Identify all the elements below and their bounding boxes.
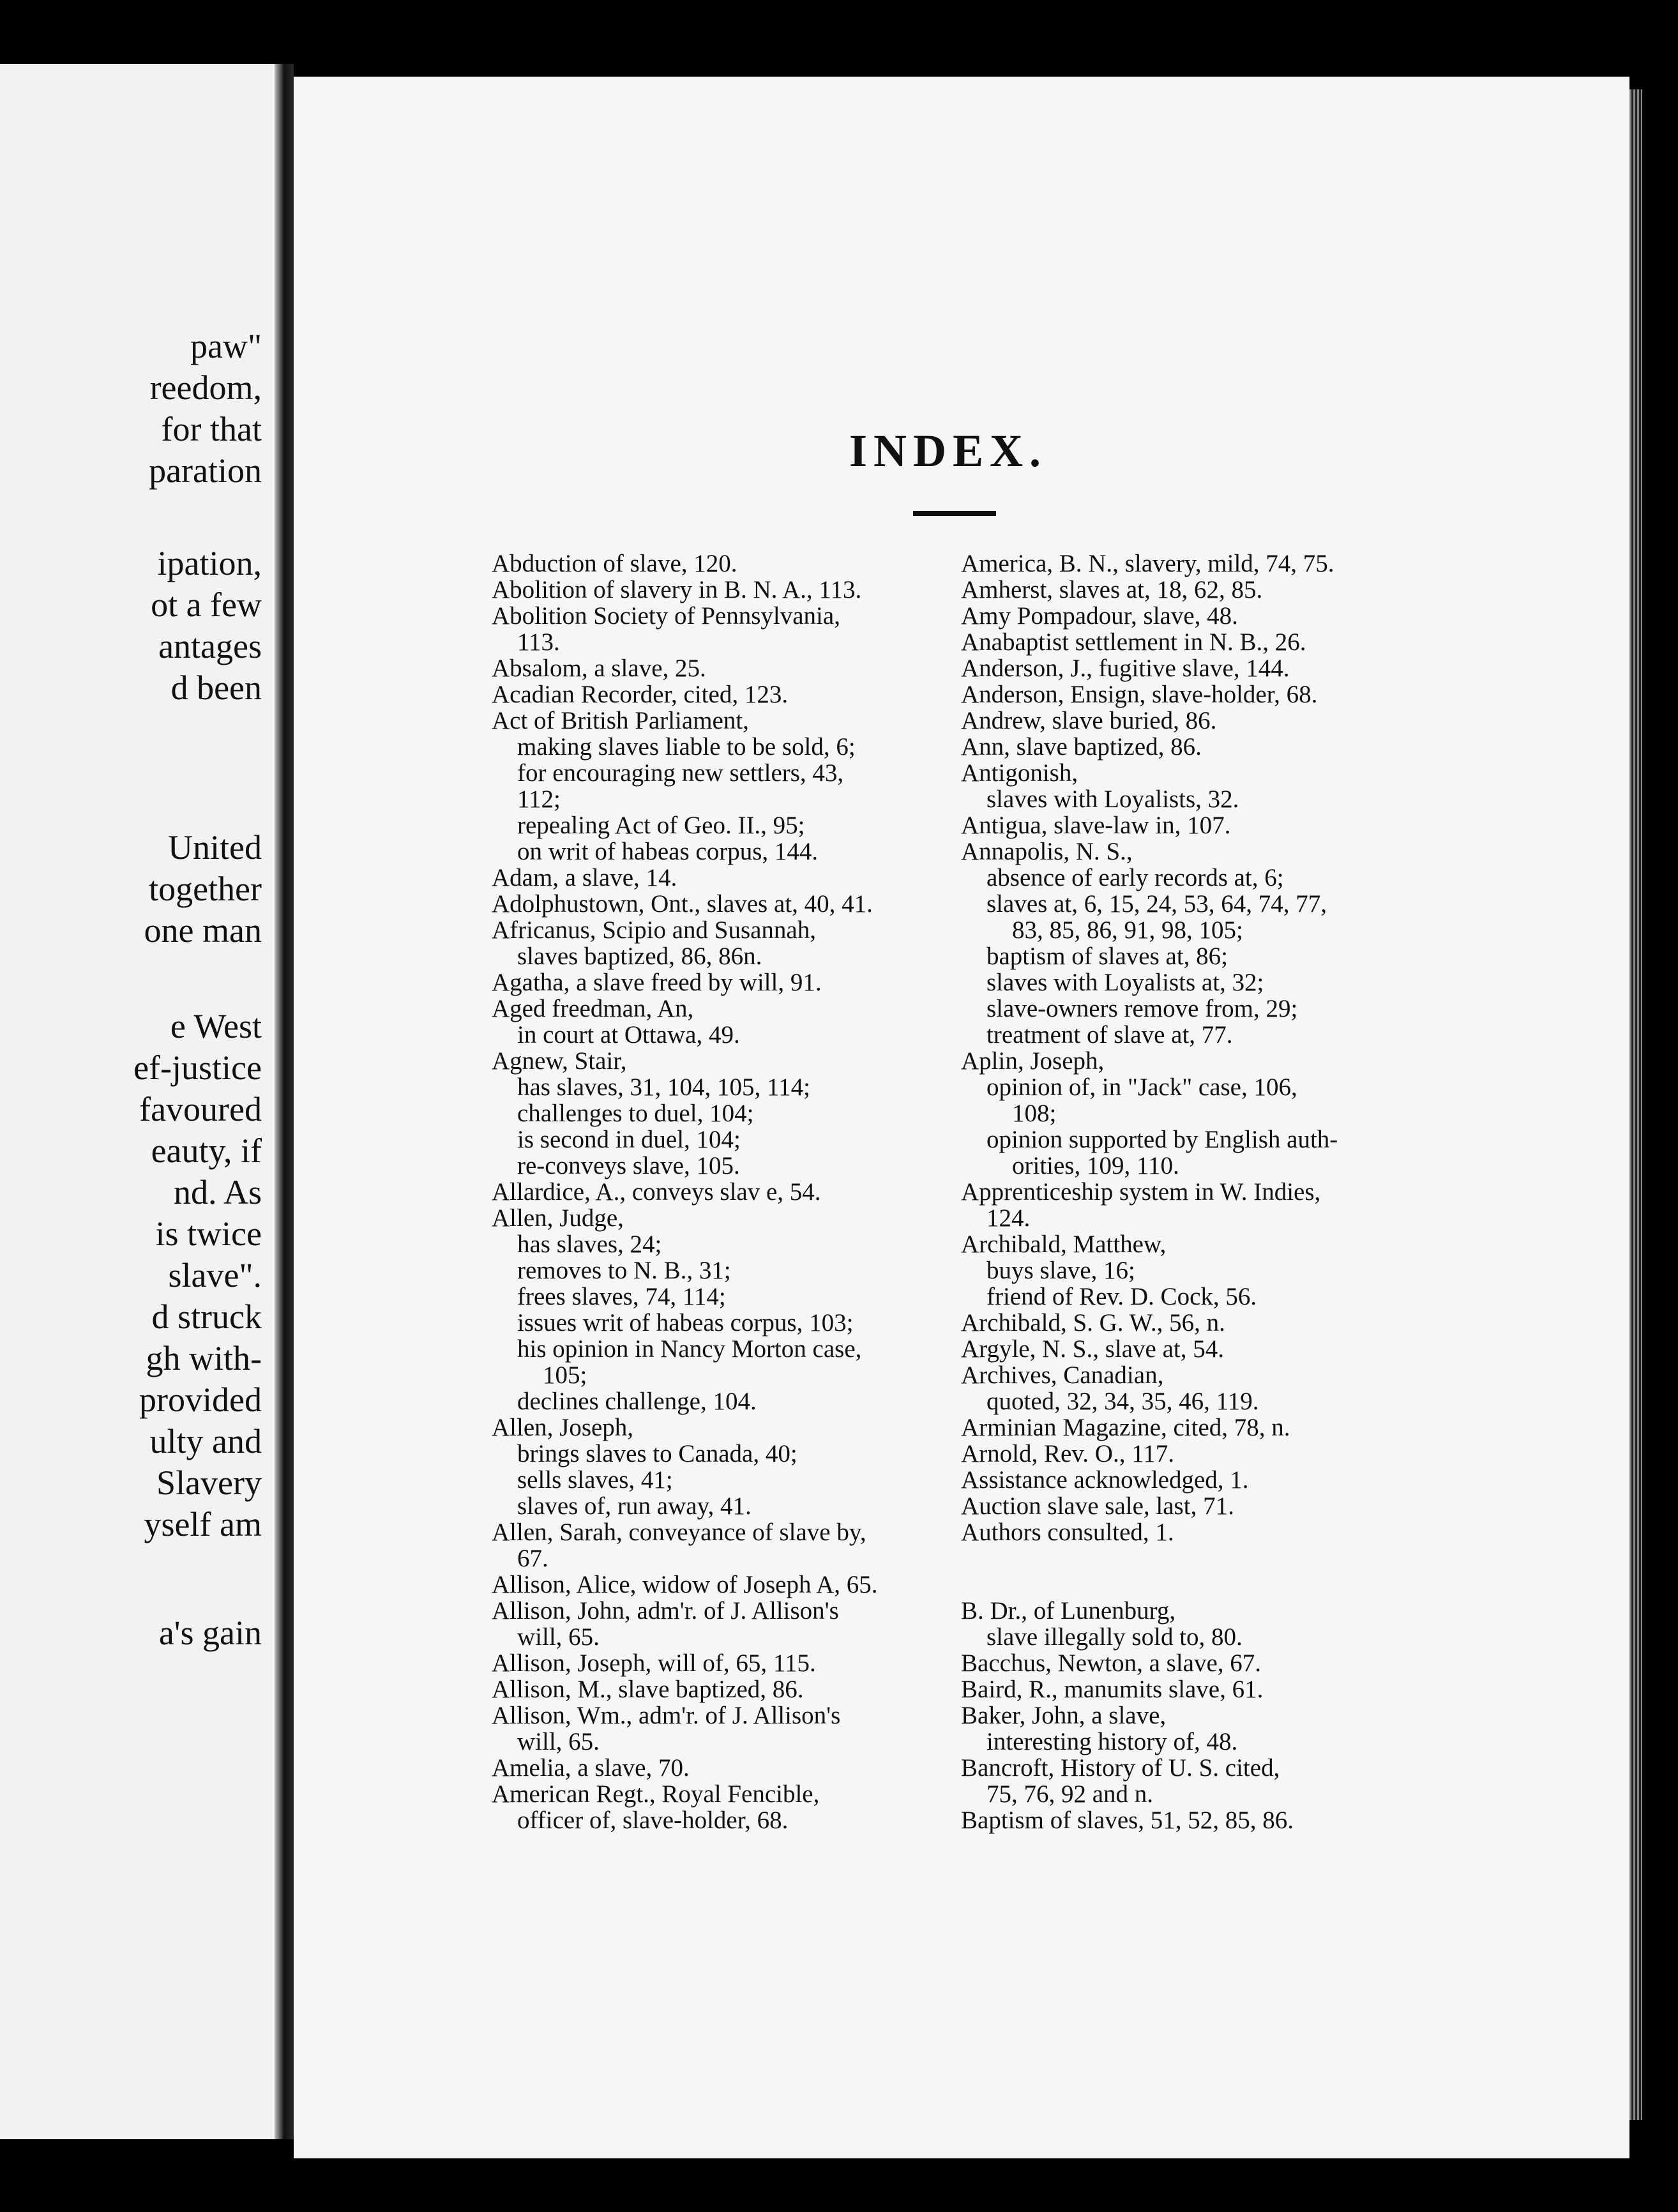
index-entry: Arminian Magazine, cited, 78, n. [961, 1414, 1290, 1441]
index-entry: Antigonish, [961, 759, 1078, 787]
index-subentry: issues writ of habeas corpus, 103; [517, 1309, 854, 1337]
index-entry: Anderson, J., fugitive slave, 144. [961, 655, 1290, 682]
index-subentry: slaves with Loyalists, 32. [986, 785, 1239, 813]
facing-page-line: d struck [151, 1298, 262, 1336]
index-entry: Anabaptist settlement in N. B., 26. [961, 628, 1306, 656]
index-subentry: 105; [543, 1361, 587, 1389]
index-subentry: slaves at, 6, 15, 24, 53, 64, 74, 77, [986, 890, 1327, 918]
index-subentry: 108; [1012, 1100, 1057, 1127]
index-subentry: treatment of slave at, 77. [986, 1021, 1233, 1049]
index-subentry: will, 65. [517, 1623, 600, 1651]
facing-page-line: reedom, [149, 368, 262, 407]
index-entry: Aplin, Joseph, [961, 1047, 1105, 1075]
index-entry: Arnold, Rev. O., 117. [961, 1440, 1174, 1467]
index-subentry: removes to N. B., 31; [517, 1257, 731, 1284]
facing-page-line: ulty and [149, 1422, 262, 1460]
index-subentry: declines challenge, 104. [517, 1388, 757, 1415]
index-subentry: interesting history of, 48. [986, 1728, 1238, 1755]
index-entry: Annapolis, N. S., [961, 838, 1133, 865]
index-subentry: is second in duel, 104; [517, 1126, 741, 1153]
index-subentry: 83, 85, 86, 91, 98, 105; [1012, 916, 1243, 944]
index-entry: Allison, M., slave baptized, 86. [492, 1676, 804, 1703]
index-subentry: 112; [517, 785, 561, 813]
facing-page-line: antages [158, 627, 262, 665]
index-subentry: challenges to duel, 104; [517, 1100, 754, 1127]
facing-page-line: together [149, 870, 262, 908]
index-subentry: frees slaves, 74, 114; [517, 1283, 726, 1310]
facing-page-line: nd. As [173, 1173, 262, 1211]
index-entry: Allen, Sarah, conveyance of slave by, [492, 1519, 866, 1546]
facing-page-line: a's gain [158, 1614, 262, 1652]
index-entry: Adolphustown, Ont., slaves at, 40, 41. [492, 890, 873, 918]
index-entry: Absalom, a slave, 25. [492, 655, 706, 682]
facing-page-line: ot a few [151, 586, 262, 624]
title-rule [913, 511, 996, 516]
facing-page-line: favoured [139, 1090, 262, 1128]
index-entry: Baptism of slaves, 51, 52, 85, 86. [961, 1807, 1294, 1834]
index-subentry: slaves with Loyalists at, 32; [986, 969, 1264, 996]
index-subentry: officer of, slave-holder, 68. [517, 1807, 789, 1834]
index-subentry: sells slaves, 41; [517, 1466, 673, 1494]
index-subentry: slaves baptized, 86, 86n. [517, 943, 762, 970]
index-entry: Abduction of slave, 120. [492, 550, 737, 577]
index-entry: Archives, Canadian, [961, 1361, 1164, 1389]
facing-page-line: United [168, 828, 262, 867]
index-entry: Anderson, Ensign, slave-holder, 68. [961, 681, 1318, 708]
facing-page-line: ef-justice [133, 1049, 262, 1087]
index-subentry: repealing Act of Geo. II., 95; [517, 812, 805, 839]
facing-page-line: e West [170, 1007, 262, 1045]
index-subentry: absence of early records at, 6; [986, 864, 1284, 891]
page-title: INDEX. [849, 425, 1048, 476]
index-subentry: 75, 76, 92 and n. [986, 1780, 1154, 1808]
index-subentry: friend of Rev. D. Cock, 56. [986, 1283, 1257, 1310]
index-subentry: making slaves liable to be sold, 6; [517, 733, 856, 761]
index-subentry: 67. [517, 1545, 548, 1572]
index-entry: Agatha, a slave freed by will, 91. [492, 969, 822, 996]
index-subentry: opinion supported by English auth- [986, 1126, 1338, 1153]
index-entry: Allen, Judge, [492, 1204, 624, 1232]
index-entry: America, B. N., slavery, mild, 74, 75. [961, 550, 1334, 577]
index-entry: Allison, Joseph, will of, 65, 115. [492, 1649, 816, 1677]
index-entry: Act of British Parliament, [492, 707, 749, 734]
index-entry: Archibald, S. G. W., 56, n. [961, 1309, 1225, 1337]
index-entry: American Regt., Royal Fencible, [492, 1780, 820, 1808]
index-entry: Allen, Joseph, [492, 1414, 634, 1441]
index-subentry: slaves of, run away, 41. [517, 1492, 752, 1520]
facing-page-line: Slavery [156, 1464, 262, 1502]
index-subentry: his opinion in Nancy Morton case, [517, 1335, 862, 1363]
book-gutter [275, 64, 294, 2139]
index-entry: Agnew, Stair, [492, 1047, 627, 1075]
index-subentry: brings slaves to Canada, 40; [517, 1440, 797, 1467]
index-entry: Authors consulted, 1. [961, 1519, 1174, 1546]
index-entry: Argyle, N. S., slave at, 54. [961, 1335, 1224, 1363]
index-entry: Allison, Wm., adm'r. of J. Allison's [492, 1702, 841, 1729]
index-subentry: 124. [986, 1204, 1031, 1232]
page-edge [1629, 89, 1642, 2120]
index-entry: Abolition of slavery in B. N. A., 113. [492, 576, 862, 603]
index-subentry: buys slave, 16; [986, 1257, 1135, 1284]
facing-page-line: eauty, if [151, 1132, 262, 1170]
index-column-right [961, 550, 1433, 1833]
section-gap [961, 1545, 1433, 1598]
index-entry: Allison, Alice, widow of Joseph A, 65. [492, 1571, 878, 1598]
facing-page [0, 64, 275, 2139]
facing-page-line: for that [161, 410, 262, 448]
index-subentry: for encouraging new settlers, 43, [517, 759, 844, 787]
index-entry: Amherst, slaves at, 18, 62, 85. [961, 576, 1263, 603]
index-subentry: slave-owners remove from, 29; [986, 995, 1298, 1022]
index-entry: Baird, R., manumits slave, 61. [961, 1676, 1264, 1703]
facing-page-line: yself am [144, 1505, 262, 1543]
index-entry: Apprenticeship system in W. Indies, [961, 1178, 1321, 1206]
index-subentry: on writ of habeas corpus, 144. [517, 838, 819, 865]
facing-page-line: one man [144, 911, 262, 950]
index-entry: Archibald, Matthew, [961, 1231, 1167, 1258]
index-entry: Amy Pompadour, slave, 48. [961, 602, 1238, 630]
index-entry: Bacchus, Newton, a slave, 67. [961, 1649, 1262, 1677]
facing-page-line: ipation, [157, 544, 262, 582]
index-column-left [492, 550, 964, 1833]
facing-page-line: d been [170, 669, 262, 707]
index-subentry: orities, 109, 110. [1012, 1152, 1179, 1179]
index-subentry: baptism of slaves at, 86; [986, 943, 1228, 970]
index-subentry: slave illegally sold to, 80. [986, 1623, 1243, 1651]
facing-page-line: paration [149, 451, 262, 490]
index-entry: Baker, John, a slave, [961, 1702, 1167, 1729]
index-entry: Amelia, a slave, 70. [492, 1754, 690, 1782]
index-entry: B. Dr., of Lunenburg, [961, 1597, 1176, 1625]
index-entry: Bancroft, History of U. S. cited, [961, 1754, 1280, 1782]
index-entry: Abolition Society of Pennsylvania, [492, 602, 840, 630]
facing-page-line: paw" [190, 327, 262, 365]
facing-page-line: is twice [155, 1215, 262, 1253]
index-entry: Ann, slave baptized, 86. [961, 733, 1202, 761]
index-subentry: opinion of, in "Jack" case, 106, [986, 1073, 1297, 1101]
index-entry: Auction slave sale, last, 71. [961, 1492, 1234, 1520]
index-subentry: has slaves, 31, 104, 105, 114; [517, 1073, 810, 1101]
facing-page-line: provided [139, 1381, 262, 1419]
index-entry: Allardice, A., conveys slav e, 54. [492, 1178, 821, 1206]
index-subentry: re-conveys slave, 105. [517, 1152, 740, 1179]
index-subentry: will, 65. [517, 1728, 600, 1755]
index-entry: Allison, John, adm'r. of J. Allison's [492, 1597, 839, 1625]
index-entry: Africanus, Scipio and Susannah, [492, 916, 816, 944]
index-entry: Assistance acknowledged, 1. [961, 1466, 1249, 1494]
index-entry: Acadian Recorder, cited, 123. [492, 681, 789, 708]
index-subentry: has slaves, 24; [517, 1231, 662, 1258]
index-subentry: 113. [517, 628, 560, 656]
index-entry: Andrew, slave buried, 86. [961, 707, 1217, 734]
index-entry: Adam, a slave, 14. [492, 864, 677, 891]
facing-page-line: slave". [168, 1256, 262, 1294]
index-entry: Aged freedman, An, [492, 995, 694, 1022]
index-subentry: quoted, 32, 34, 35, 46, 119. [986, 1388, 1259, 1415]
index-entry: Antigua, slave-law in, 107. [961, 812, 1231, 839]
index-subentry: in court at Ottawa, 49. [517, 1021, 740, 1049]
facing-page-line: gh with- [146, 1339, 262, 1377]
